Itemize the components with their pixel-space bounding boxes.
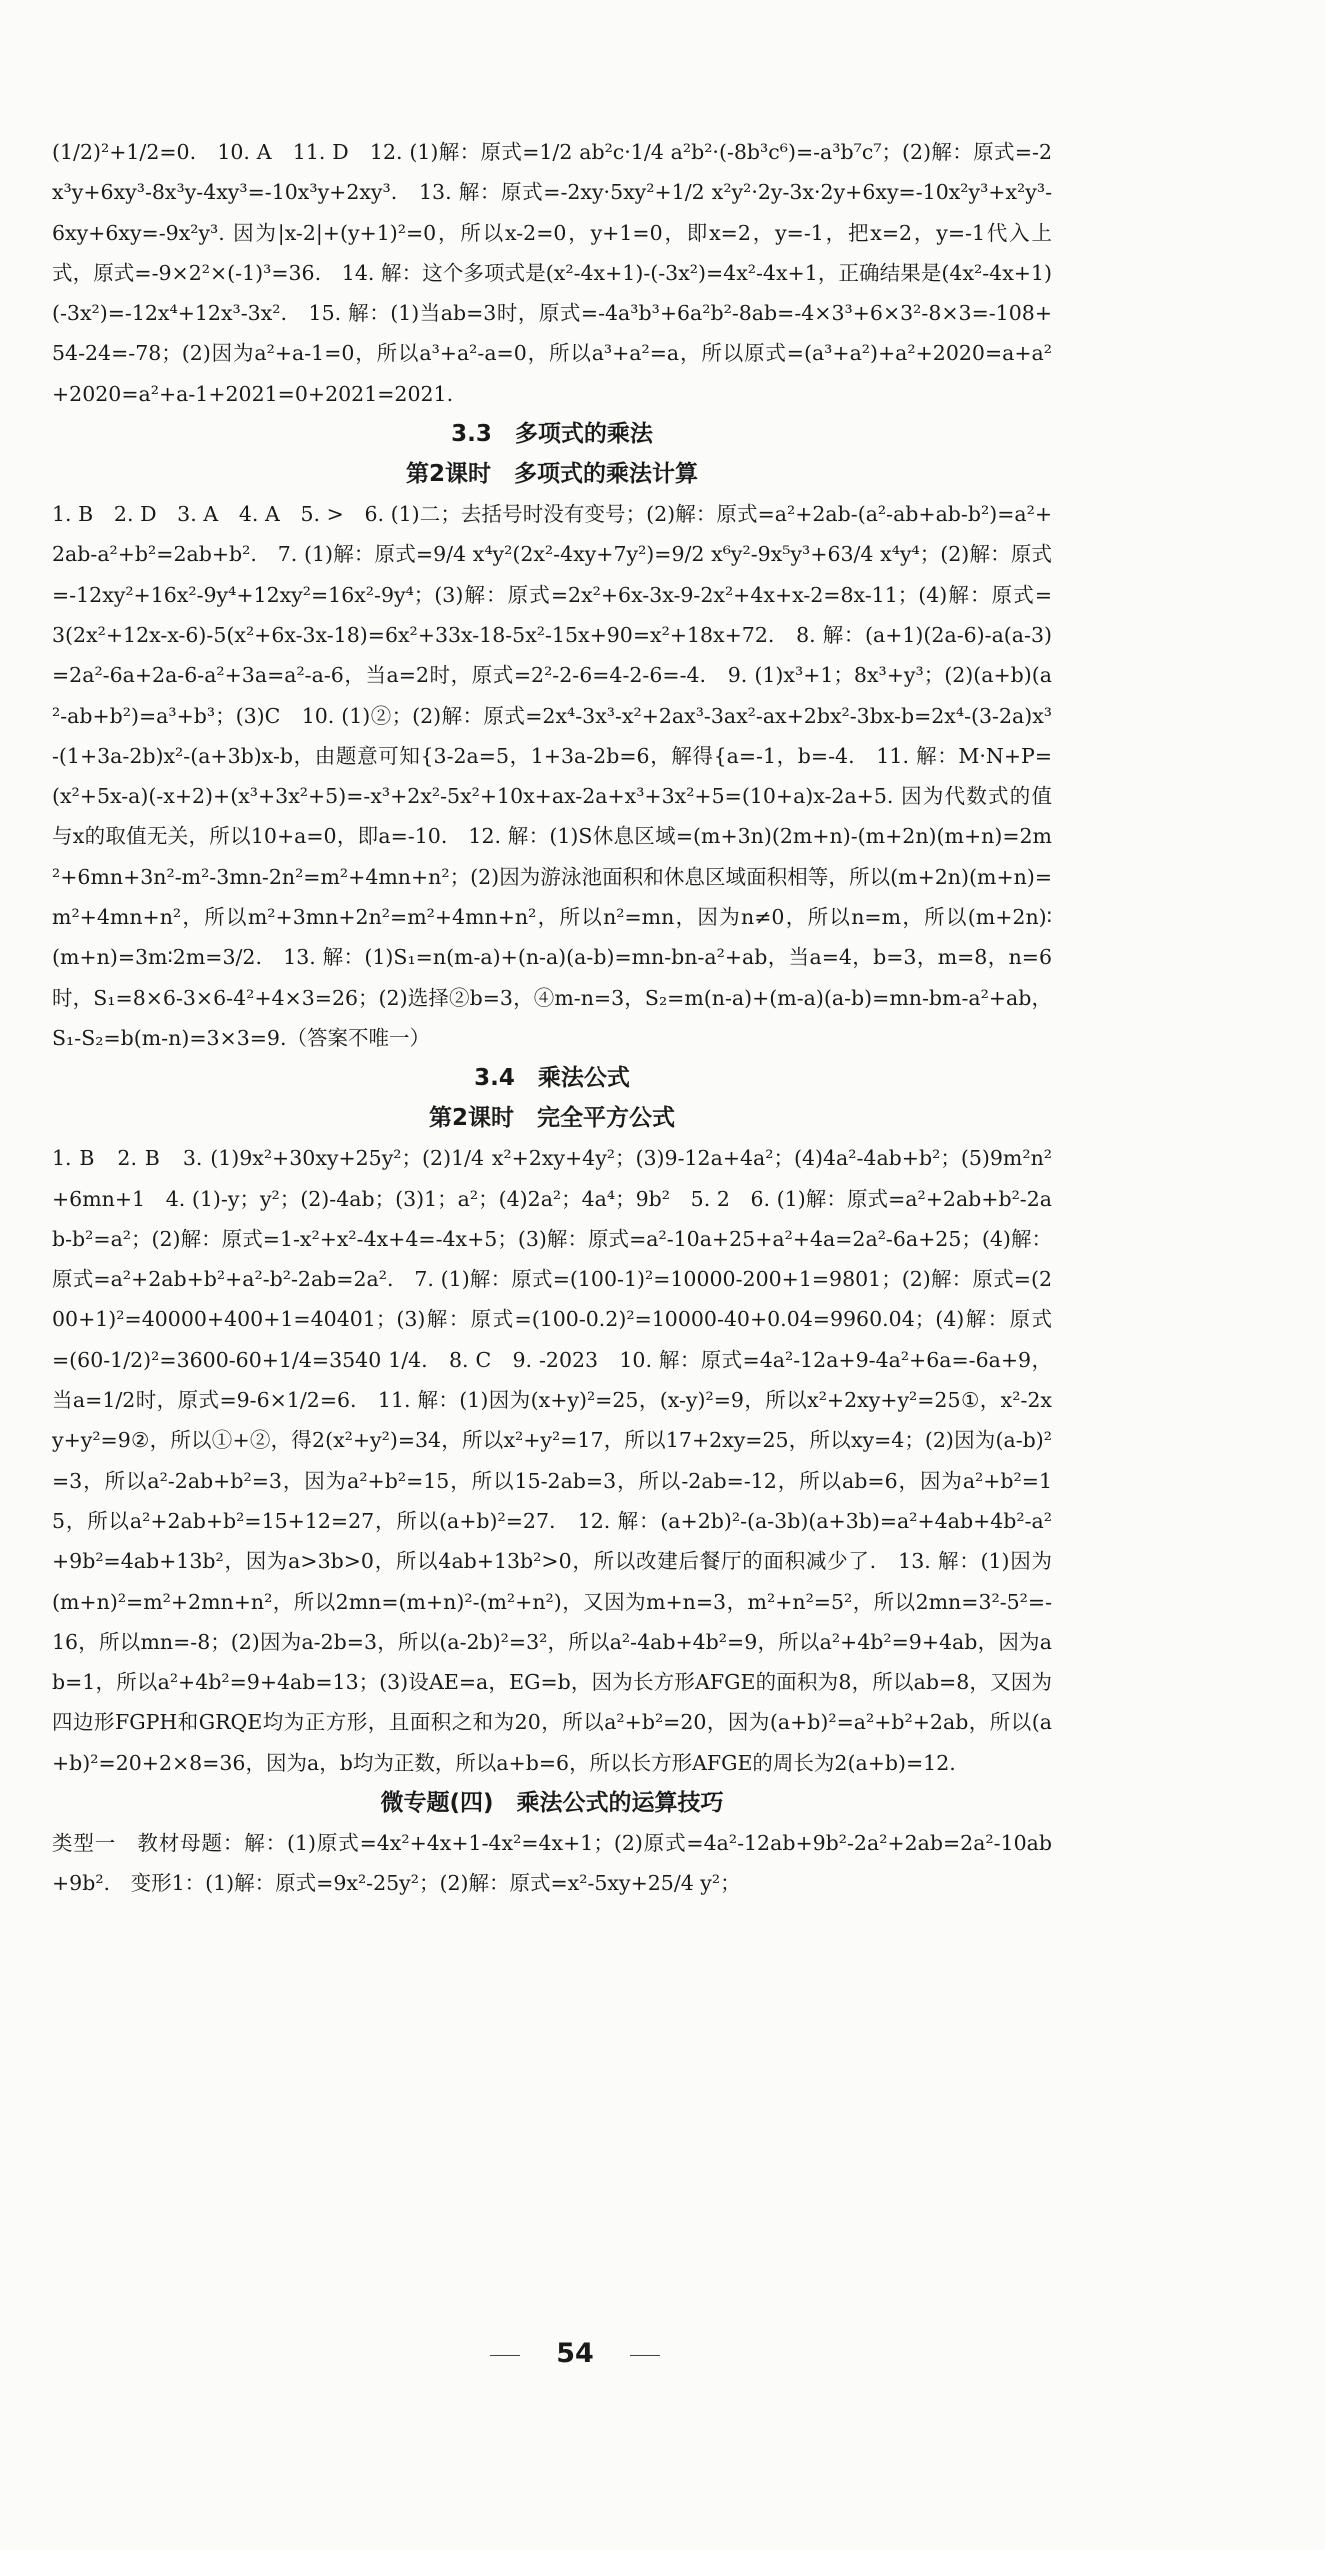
page-number-dash-left bbox=[490, 2355, 520, 2356]
lesson-heading: 第2课时 多项式的乘法计算 bbox=[405, 461, 698, 488]
page-number: 54 bbox=[556, 2338, 594, 2369]
answer-paragraph: 1. B 2. B 3. (1)9x²+30xy+25y²；(2)1/4 x²+2xy+4y²；(3)9-12a+4a²；(4)4a²-4ab+b²；(5)9m²n²+6mn+1 4. (1)-y；y²；(2)-4ab；(3)1；a²；(4)2a²；4a⁴；9b² 5. 2 6. (1)解：原式=a²+2ab+b²-2ab-b²=a²；(2)解：原式=1-x²+x²-4x+4=-4x+5；(3)解：原式=a²-10a+25+a²+4a=2a²-6a+25；(4)解：原式=a²+2ab+b²+a²-b²-2ab=2a². 7. (1)解：原式=(100-1)²=10000-200+1=9801；(2)解：原式=(200+1)²=40000+400+1=40401；(3)解：原式=(100-0.2)²=10000-40+0.04=9960.04；(4)解：原式=(60-1/2)²=3600-60+1/4=3540 1/4. 8. C 9. -2023 10. 解：原式=4a²-12a+9-4a²+6a=-6a+9，当a=1/2时，原式=9-6×1/2=6. 11. 解：(1)因为(x+y)²=25，(x-y)²=9，所以x²+2xy+y²=25①，x²-2xy+y²=9②，所以①+②，得2(x²+y²)=34，所以x²+y²=17，所以17+2xy=25，所以xy=4；(2)因为(a-b)²=3，所以a²-2ab+b²=3，因为a²+b²=15，所以15-2ab=3，所以-2ab=-12，所以ab=6，因为a²+b²=15，所以a²+2ab+b²=15+12=27，所以(a+b)²=27. 12. 解：(a+2b)²-(a-3b)(a+3b)=a²+4ab+4b²-a²+9b²=4ab+13b²，因为a>3b>0，所以4ab+13b²>0，所以改建后餐厅的面积减少了. 13. 解：(1)因为(m+n)²=m²+2mn+n²，所以2mn=(m+n)²-(m²+n²)，又因为m+n=3，m²+n²=5²，所以2mn=3²-5²=-16，所以mn=-8；(2)因为a-2b=3，所以(a-2b)²=3²，所以a²-4ab+4b²=9，所以a²+4b²=9+4ab，因为ab=1，所以a²+4b²=9+4ab=13；(3)设AE=a，EG=b，因为长方形AFGE的面积为8，所以ab=8，又因为四边形FGPH和GRQE均为正方形，且面积之和为20，所以a²+b²=20，因为(a+b)²=a²+b²+2ab，所以(a+b)²=20+2×8=36，因为a，b均为正数，所以a+b=6，所以长方形AFGE的周长为2(a+b)=12. bbox=[52, 1146, 1052, 1775]
page-number-dash-right bbox=[630, 2355, 660, 2356]
topic-heading: 微专题(四) 乘法公式的运算技巧 bbox=[380, 1789, 724, 1816]
section-heading: 3.3 多项式的乘法 bbox=[451, 421, 653, 448]
lesson-heading: 第2课时 完全平方公式 bbox=[428, 1105, 675, 1132]
section-heading: 3.4 乘法公式 bbox=[474, 1065, 630, 1092]
answer-content bbox=[52, 132, 1052, 1904]
answer-paragraph: 1. B 2. D 3. A 4. A 5. > 6. (1)二；去括号时没有变号；(2)解：原式=a²+2ab-(a²-ab+ab-b²)=a²+2ab-a²+b²=2ab+b². 7. (1)解：原式=9/4 x⁴y²(2x²-4xy+7y²)=9/2 x⁶y²-9x⁵y³+63/4 x⁴y⁴；(2)解：原式=-12xy²+16x²-9y⁴+12xy²=16x²-9y⁴；(3)解：原式=2x²+6x-3x-9-2x²+4x+x-2=8x-11；(4)解：原式=3(2x²+12x-x-6)-5(x²+6x-3x-18)=6x²+33x-18-5x²-15x+90=x²+18x+72. 8. 解：(a+1)(2a-6)-a(a-3)=2a²-6a+2a-6-a²+3a=a²-a-6，当a=2时，原式=2²-2-6=4-2-6=-4. 9. (1)x³+1；8x³+y³；(2)(a+b)(a²-ab+b²)=a³+b³；(3)C 10. (1)②；(2)解：原式=2x⁴-3x³-x²+2ax³-3ax²-ax+2bx²-3bx-b=2x⁴-(3-2a)x³-(1+3a-2b)x²-(a+3b)x-b，由题意可知{3-2a=5，1+3a-2b=6，解得{a=-1，b=-4. 11. 解：M·N+P=(x²+5x-a)(-x+2)+(x³+3x²+5)=-x³+2x²-5x²+10x+ax-2a+x³+3x²+5=(10+a)x-2a+5. 因为代数式的值与x的取值无关，所以10+a=0，即a=-10. 12. 解：(1)S休息区域=(m+3n)(2m+n)-(m+2n)(m+n)=2m²+6mn+3n²-m²-3mn-2n²=m²+4mn+n²；(2)因为游泳池面积和休息区域面积相等，所以(m+2n)(m+n)=m²+4mn+n²，所以m²+3mn+2n²=m²+4mn+n²，所以n²=mn，因为n≠0，所以n=m，所以(m+2n)∶(m+n)=3m∶2m=3/2. 13. 解：(1)S₁=n(m-a)+(n-a)(a-b)=mn-bn-a²+ab，当a=4，b=3，m=8，n=6时，S₁=8×6-3×6-4²+4×3=26；(2)选择②b=3，④m-n=3，S₂=m(n-a)+(m-a)(a-b)=mn-bm-a²+ab，S₁-S₂=b(m-n)=3×3=9.（答案不唯一） bbox=[52, 502, 1052, 1050]
answer-paragraph: (1/2)²+1/2=0. 10. A 11. D 12. (1)解：原式=1/2 ab²c·1/4 a²b²·(-8b³c⁶)=-a³b⁷c⁷；(2)解：原式=-2x³y+6xy³-8x³y-4xy³=-10x³y+2xy³. 13. 解：原式=-2xy·5xy²+1/2 x²y²·2y-3x·2y+6xy=-10x²y³+x²y³-6xy+6xy=-9x²y³. 因为|x-2|+(y+1)²=0，所以x-2=0，y+1=0，即x=2，y=-1，把x=2，y=-1代入上式，原式=-9×2²×(-1)³=36. 14. 解：这个多项式是(x²-4x+1)-(-3x²)=4x²-4x+1，正确结果是(4x²-4x+1)(-3x²)=-12x⁴+12x³-3x². 15. 解：(1)当ab=3时，原式=-4a³b³+6a²b²-8ab=-4×3³+6×3²-8×3=-108+54-24=-78；(2)因为a²+a-1=0，所以a³+a²-a=0，所以a³+a²=a，所以原式=(a³+a²)+a²+2020=a+a²+2020=a²+a-1+2021=0+2021=2021. bbox=[52, 140, 1052, 406]
answer-paragraph: 类型一 教材母题：解：(1)原式=4x²+4x+1-4x²=4x+1；(2)原式=4a²-12ab+9b²-2a²+2ab=2a²-10ab+9b². 变形1：(1)解：原式=9x²-25y²；(2)解：原式=x²-5xy+25/4 y²； bbox=[52, 1830, 1052, 1896]
